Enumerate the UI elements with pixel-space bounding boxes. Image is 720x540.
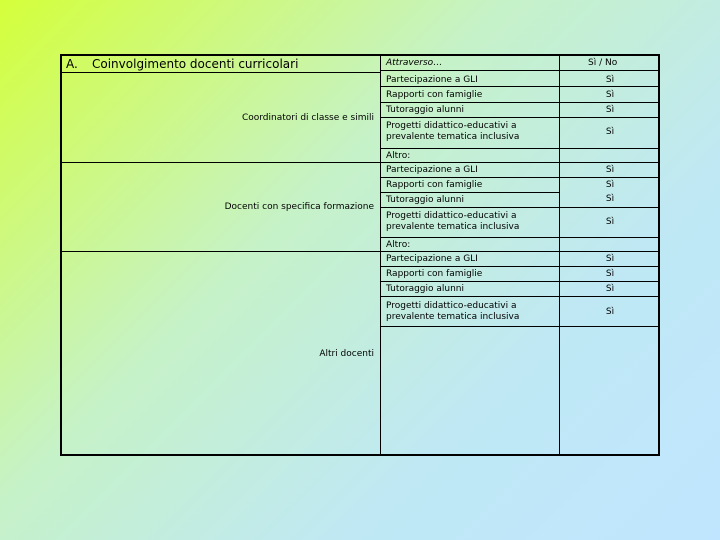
option-value: Sì [605, 269, 615, 279]
row-divider [380, 296, 659, 297]
option-value: Sì [605, 90, 615, 100]
option-value: Sì [605, 284, 615, 294]
option-text: Progetti didattico-educativi a prevalente tematica inclusiva [386, 211, 520, 232]
option-text: Tutoraggio alunni [386, 105, 465, 115]
option-text: Rapporti con famiglie [386, 180, 483, 190]
option-text: Rapporti con famiglie [386, 90, 483, 100]
group-label-altri-docenti: Altri docenti [319, 349, 374, 359]
option-text: Tutoraggio alunni [386, 284, 465, 294]
group-label-docenti-formazione: Docenti con specifica formazione [224, 202, 374, 212]
row-divider [380, 281, 659, 282]
option-value: Sì [605, 217, 615, 227]
option-text: Partecipazione a GLI [386, 75, 478, 85]
row-divider [380, 86, 659, 87]
option-value: Sì [605, 307, 615, 317]
option-text: Partecipazione a GLI [386, 254, 478, 264]
row-divider [380, 326, 659, 327]
row-divider [380, 177, 659, 178]
option-value: Sì [605, 105, 615, 115]
row-divider [380, 207, 659, 208]
option-text: Partecipazione a GLI [386, 165, 478, 175]
option-text: Altro: [386, 240, 411, 250]
option-text: Progetti didattico-educativi a prevalente tematica inclusiva [386, 301, 520, 322]
row-divider [380, 148, 659, 149]
option-text: Rapporti con famiglie [386, 269, 483, 279]
row-divider [380, 117, 659, 118]
option-value: Sì [605, 165, 615, 175]
section-title: Coinvolgimento docenti curricolari [92, 57, 299, 71]
group-divider [61, 162, 659, 163]
option-value: Sì [605, 194, 615, 204]
row-divider [380, 266, 659, 267]
row-divider [380, 192, 559, 193]
column-header-si-no: Sì / No [588, 58, 618, 68]
option-value: Sì [605, 75, 615, 85]
option-text: Tutoraggio alunni [386, 195, 465, 205]
option-value: Sì [605, 254, 615, 264]
divider-col-label [380, 55, 381, 455]
option-text: Altro: [386, 151, 411, 161]
row-divider [380, 102, 659, 103]
column-header-attraverso: Attraverso… [386, 58, 443, 68]
header-divider-left [61, 72, 380, 73]
group-divider [61, 251, 659, 252]
group-label-coordinatori: Coordinatori di classe e simili [241, 113, 374, 123]
option-value: Sì [605, 180, 615, 190]
section-letter: A. [66, 57, 78, 71]
row-divider [380, 237, 659, 238]
option-text: Progetti didattico-educativi a prevalente tematica inclusiva [386, 121, 520, 142]
option-value: Sì [605, 127, 615, 137]
header-divider-right [380, 70, 659, 71]
